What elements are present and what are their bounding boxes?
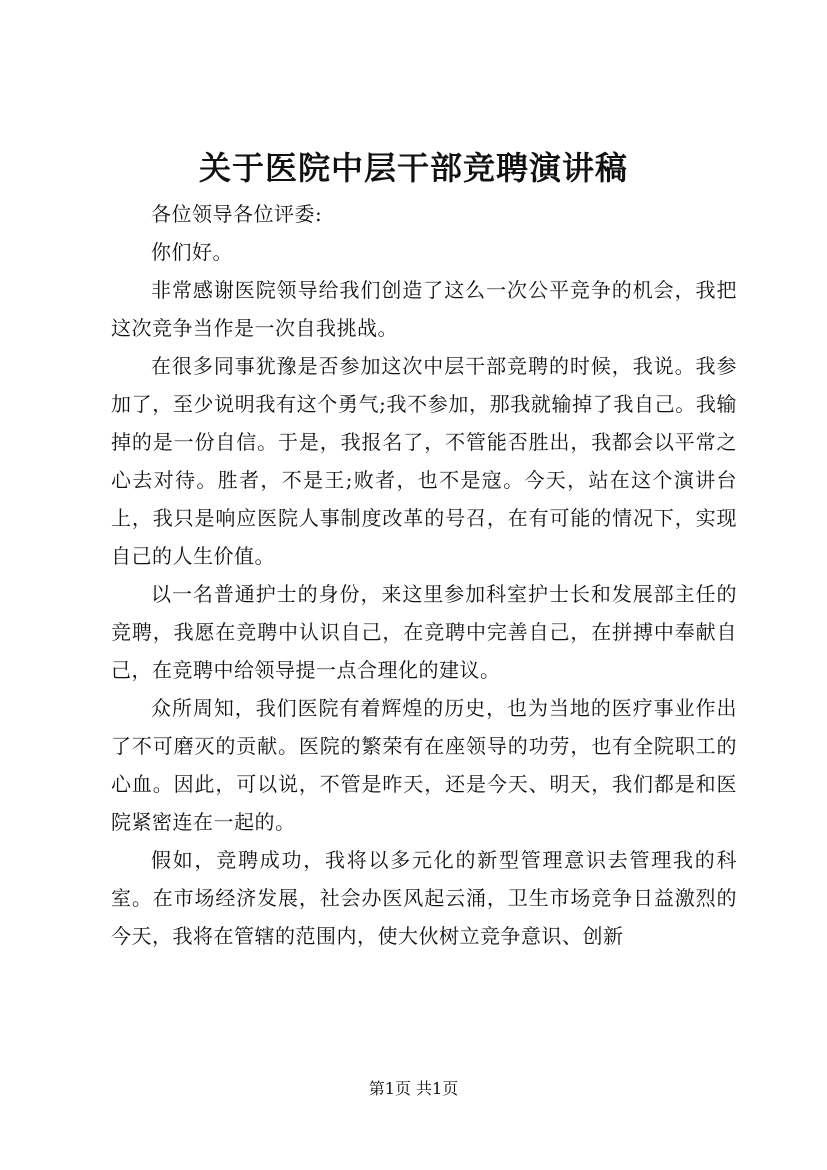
document-body (111, 195, 737, 955)
paragraph-greeting: 各位领导各位评委: (151, 202, 323, 226)
paragraph-identity: 以一名普通护士的身份，来这里参加科室护士长和发展部主任的竞聘，我愿在竞聘中认识自己，在竞聘中完善自己，在拼搏中奉献自己，在竞聘中给领导提一点合理化的建议。 (111, 582, 737, 682)
paragraph-thanks: 非常感谢医院领导给我们创造了这么一次公平竞争的机会，我把这次竞争当作是一次自我挑战。 (111, 278, 737, 340)
paragraph-decision: 在很多同事犹豫是否参加这次中层干部竞聘的时候，我说。我参加了，至少说明我有这个勇气;我不参加，那我就输掉了我自己。我输掉的是一份自信。于是，我报名了，不管能否胜出，我都会以平常之心去对待。胜者，不是王;败者，也不是寇。今天，站在这个演讲台上，我只是响应医院人事制度改革的号召，在有可能的情况下，实现自己的人生价值。 (111, 354, 737, 568)
page-number-footer: 第1页 共1页 (368, 1079, 459, 1098)
paragraph-plan: 假如，竞聘成功，我将以多元化的新型管理意识去管理我的科室。在市场经济发展，社会办医风起云涌，卫生市场竞争日益激烈的今天，我将在管辖的范围内，使大伙树立竞争意识、创新 (111, 848, 737, 948)
paragraph-history: 众所周知，我们医院有着辉煌的历史，也为当地的医疗事业作出了不可磨灭的贡献。医院的繁荣有在座领导的功劳，也有全院职工的心血。因此，可以说，不管是昨天，还是今天、明天，我们都是和医院紧密连在一起的。 (111, 696, 737, 834)
document-title: 关于医院中层干部竞聘演讲稿 (198, 149, 628, 187)
paragraph-hello: 你们好。 (151, 240, 233, 264)
